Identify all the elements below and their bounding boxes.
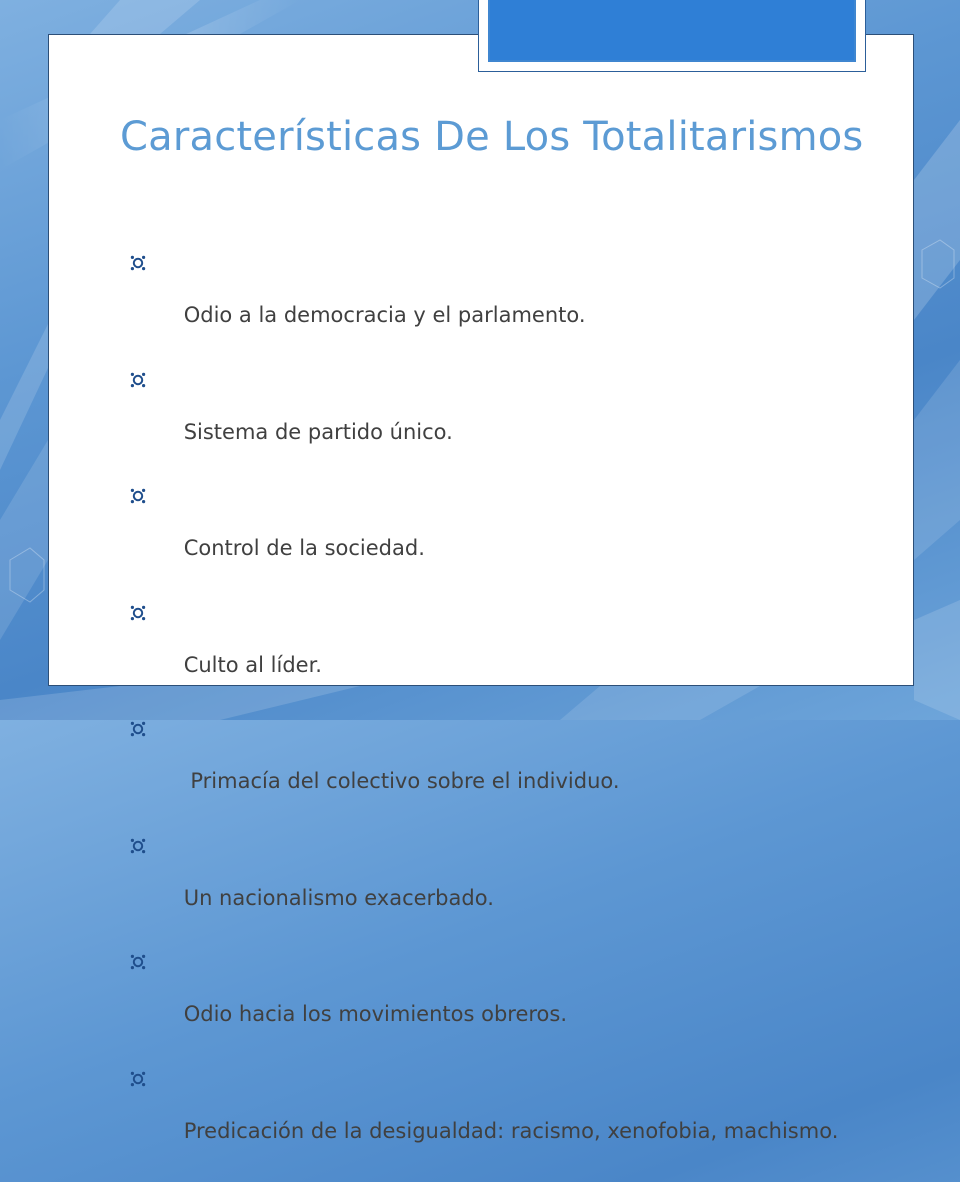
bullet-text: Un nacionalismo exacerbado. [183,885,494,910]
ornament-bullet-icon [130,605,146,621]
ornament-bullet-icon [130,721,146,737]
ornament-bullet-icon [130,255,146,271]
ornament-bullet-icon [130,838,146,854]
bullet-text: Odio a la democracia y el parlamento. [183,303,586,327]
bullet-text: Predicación de la desigualdad: racismo, xenofobia, machismo. [183,1118,839,1143]
bullet-item [130,600,890,704]
ornament-bullet-icon [130,488,146,504]
bullet-text: Sistema de partido único. [183,419,453,444]
bullet-item [130,1066,890,1170]
bullet-item [130,483,890,587]
bullet-item [130,949,890,1053]
bullet-text: Primacía del colectivo sobre el individuo. [183,769,620,793]
bullet-item [130,250,890,354]
ornament-bullet-icon [130,372,146,388]
ornament-bullet-icon [130,1071,146,1087]
bullet-text: Culto al líder. [183,652,322,677]
accent-tab [478,0,866,72]
bullet-item [130,716,890,820]
bullet-text: Control de la sociedad. [183,536,425,560]
bullet-text: Odio hacia los movimientos obreros. [183,1002,568,1026]
accent-tab-fill [488,0,856,62]
ornament-bullet-icon [130,954,146,970]
bullet-list [130,250,890,1182]
bullet-item [130,367,890,471]
slide-title: Características De Los Totalitarismos [120,114,864,160]
bullet-item [130,833,890,937]
